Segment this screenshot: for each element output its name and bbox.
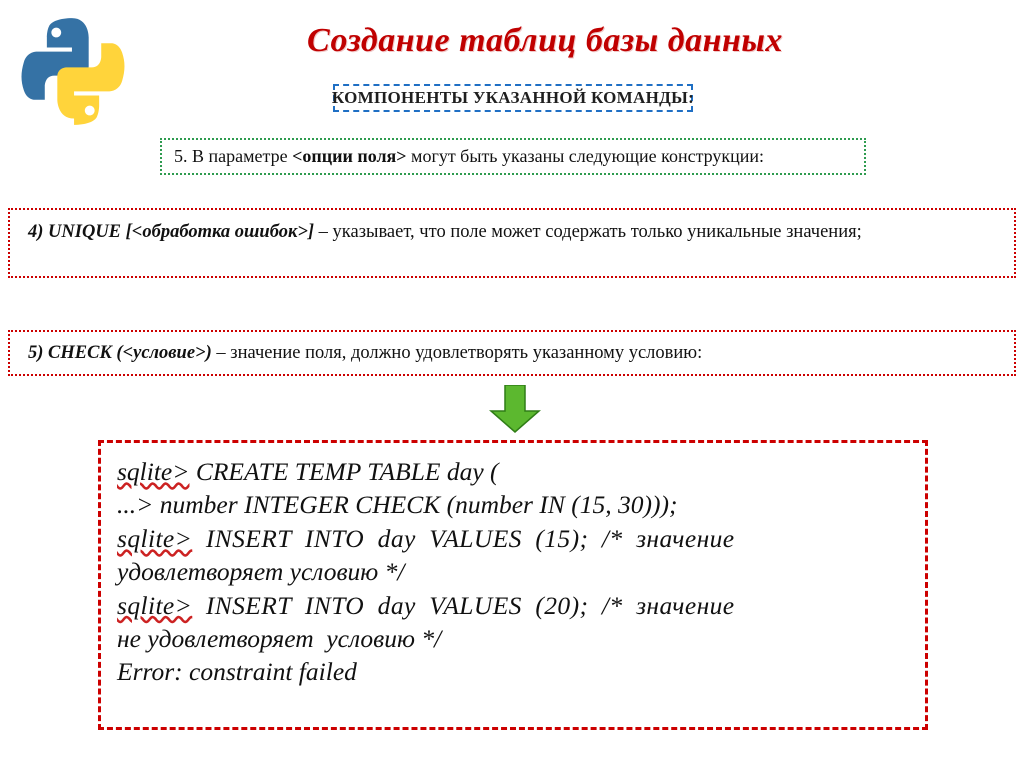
code-line <box>117 622 909 655</box>
code-line <box>117 455 909 488</box>
sqlite-prompt: sqlite> <box>117 590 193 620</box>
sqlite-prompt: sqlite> <box>117 457 190 486</box>
intro-param: <опции поля> <box>292 146 407 166</box>
item-unique-box <box>8 208 1016 278</box>
code-line <box>117 522 909 555</box>
code-line-text: Error: constraint failed <box>117 657 357 687</box>
code-line-text: INSERT INTO day VALUES (20); /* значение <box>192 590 735 620</box>
item-check-number: 5) <box>28 343 49 363</box>
item-unique-keyword: UNIQUE [<обработка ошибок>] <box>48 222 315 242</box>
down-arrow-icon <box>489 385 541 433</box>
subtitle-box <box>333 84 693 112</box>
code-line <box>117 655 909 688</box>
code-line-text: CREATE TEMP TABLE day ( <box>189 457 499 486</box>
intro-prefix: 5. В параметре <box>174 146 293 166</box>
code-line-text: удовлетворяет условию */ <box>117 557 405 587</box>
intro-box <box>160 138 866 175</box>
code-line-text: ...> number INTEGER CHECK (number IN (15, 30))); <box>117 490 678 520</box>
item-check-keyword: CHECK (<условие>) <box>48 343 212 363</box>
item-unique-description: – указывает, что поле может содержать только уникальные значения; <box>314 222 862 242</box>
code-line <box>117 555 909 588</box>
python-logo <box>14 14 132 129</box>
item-check-text <box>28 340 1002 368</box>
code-example-box <box>98 440 928 730</box>
item-unique-text <box>28 219 1002 247</box>
intro-text <box>162 146 764 167</box>
sqlite-prompt: sqlite> <box>117 523 193 553</box>
intro-suffix: могут быть указаны следующие конструкции: <box>406 146 765 166</box>
item-unique-number: 4) <box>28 222 49 242</box>
code-line-text: INSERT INTO day VALUES (15); /* значение <box>192 523 735 553</box>
subtitle-text: КОМПОНЕНТЫ УКАЗАННОЙ КОМАНДЫ: <box>331 88 695 107</box>
item-check-box <box>8 330 1016 376</box>
page-title: Создание таблиц базы данных <box>307 22 783 59</box>
code-line <box>117 589 909 622</box>
code-line-text: не удовлетворяет условию */ <box>117 623 442 653</box>
code-line <box>117 488 909 521</box>
item-check-description: – значение поля, должно удовлетворять указанному условию: <box>211 343 703 363</box>
